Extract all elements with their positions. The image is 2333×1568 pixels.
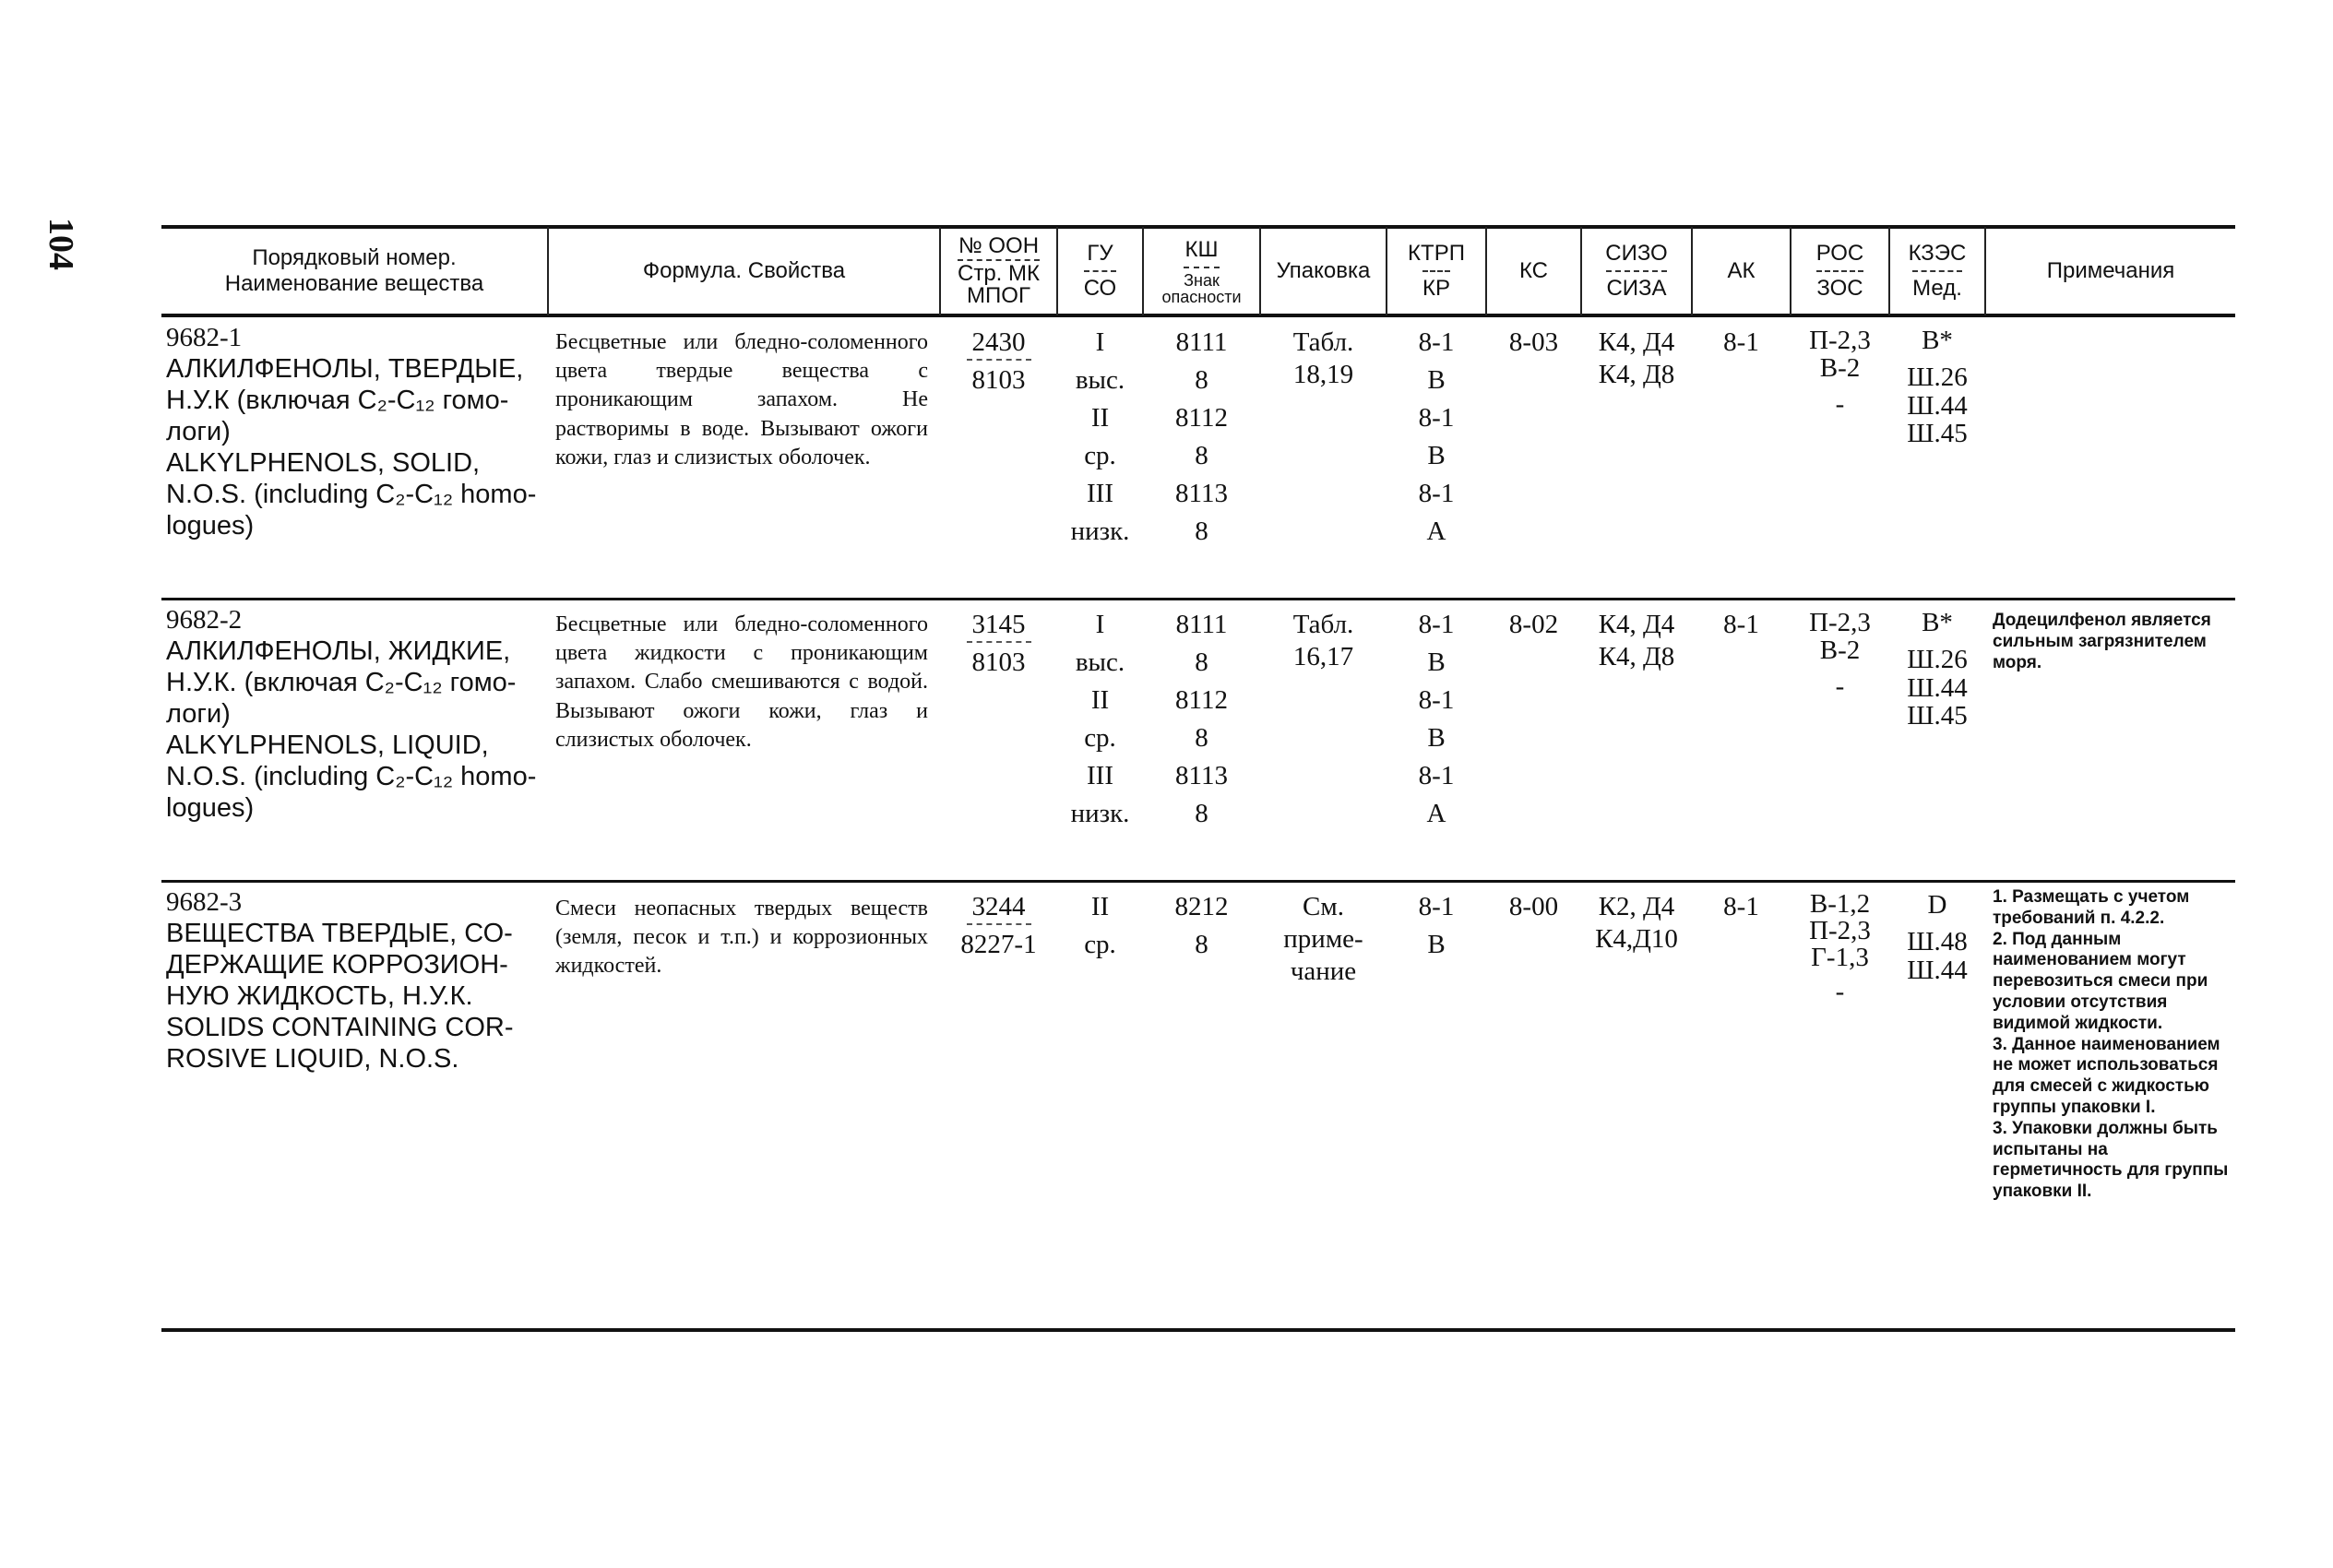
ros [1791, 327, 1888, 418]
name-ru-line: логи) [166, 698, 231, 729]
hazard-sign-value: 8 [1195, 441, 1208, 470]
kzes-value: В* [1922, 326, 1953, 355]
ks-value: 8-03 [1508, 327, 1559, 357]
name-ru-line: НУЮ ЖИДКОСТЬ, Н.У.К. [166, 980, 473, 1011]
kzes [1890, 891, 1984, 984]
ros [1791, 609, 1888, 700]
header-text: КШ [1184, 237, 1219, 263]
ktrp [1387, 891, 1485, 967]
ktrp-value: 8-1 [1418, 327, 1455, 357]
packing-group [1058, 327, 1142, 553]
ros-value: П-2,3 [1809, 326, 1871, 355]
packaging [1261, 609, 1386, 673]
sizo [1582, 891, 1691, 956]
hazard-sign-value: 8 [1195, 723, 1208, 753]
siza-value: К4, Д8 [1598, 641, 1675, 671]
med-value: Ш.48 [1907, 927, 1968, 957]
name-en-line: ROSIVE LIQUID, N.O.S. [166, 1043, 459, 1074]
kr-value: В [1427, 365, 1446, 395]
header-un [941, 229, 1056, 314]
med-value: Ш.26 [1907, 645, 1968, 675]
pack-line: чание [1290, 956, 1357, 986]
header-text: АК [1727, 258, 1756, 284]
name-ru-line: АЛКИЛФЕНОЛЫ, ЖИДКИЕ, [166, 636, 511, 666]
co-value: низк. [1070, 799, 1130, 828]
header-text: Мед. [1912, 270, 1962, 302]
co-value: выс. [1075, 647, 1125, 677]
name-en-line: SOLIDS CONTAINING COR- [166, 1012, 514, 1042]
ros-value: П-2,3 [1809, 608, 1871, 637]
siza-value: К4, Д8 [1598, 359, 1675, 389]
header-notes [1986, 229, 2235, 314]
hazard-sign-value: 8 [1195, 517, 1208, 546]
hazard-code [1144, 609, 1259, 836]
header-text: СИЗА [1606, 270, 1666, 302]
header-kzes [1890, 229, 1984, 314]
un-value: 2430 [967, 327, 1031, 361]
remarks [1993, 887, 2231, 1203]
siza-value: К4,Д10 [1595, 923, 1678, 954]
substance-description: Смеси неопасных твердых веществ (земля, песок и т.п.) и коррозионных жидкостей. [555, 897, 928, 979]
mpog-value: 8103 [971, 647, 1026, 677]
pack-line: 16,17 [1292, 641, 1354, 671]
ros-value: В-2 [1819, 353, 1861, 384]
name-ru-line: Н.У.К (включая С₂-С₁₂ гомо- [166, 385, 509, 415]
packaging [1261, 327, 1386, 391]
name-ru-line: Н.У.К. (включая С₂-С₁₂ гомо- [166, 667, 517, 697]
ktrp-value: 8-1 [1418, 685, 1455, 715]
ros-value: П-2,3 [1809, 916, 1871, 945]
sizo-value: К2, Д4 [1598, 892, 1675, 921]
un-number [941, 327, 1056, 402]
kr-value: В [1427, 930, 1446, 959]
ros-value: Г-1,3 [1811, 943, 1869, 972]
gu-value: III [1087, 761, 1113, 790]
ktrp-value: 8-1 [1418, 610, 1455, 639]
substance-name [166, 605, 544, 824]
mpog-value: 8227-1 [960, 930, 1037, 959]
row-separator [161, 880, 2235, 883]
header-text: Наименование вещества [224, 271, 484, 296]
ksh-value: 8113 [1175, 479, 1228, 508]
un-number [941, 609, 1056, 684]
header-text: КС [1518, 258, 1549, 284]
pack-line: Табл. [1292, 327, 1354, 357]
ksh-value: 8111 [1175, 610, 1228, 639]
gu-value: II [1090, 685, 1110, 715]
header-bottom-rule [161, 314, 2235, 317]
hazard-code [1144, 891, 1259, 967]
mpog-value: 8103 [971, 365, 1026, 395]
header-text: опасности [1161, 287, 1242, 306]
header-text: Стр. МК [958, 261, 1040, 286]
remarks [1993, 611, 2231, 673]
name-en-line: logues) [166, 792, 255, 823]
kr-value: В [1427, 723, 1446, 753]
ksh-value: 8111 [1175, 327, 1228, 357]
remark-text: 3. Упаковки должны быть испытаны на герметичность для группы упаковки II. [1993, 1118, 2229, 1202]
med-value: Ш.44 [1907, 955, 1968, 985]
substance-number: 9682-2 [166, 605, 243, 635]
ksh-value: 8212 [1174, 892, 1229, 921]
kr-value: В [1427, 441, 1446, 470]
page-number: 104 [42, 218, 80, 270]
med-value: Ш.26 [1907, 362, 1968, 393]
med-value: Ш.44 [1907, 672, 1968, 703]
header-ktrp [1387, 229, 1485, 314]
name-ru-line: АЛКИЛФЕНОЛЫ, ТВЕРДЫЕ, [166, 353, 524, 384]
kzes-value: D [1927, 890, 1947, 920]
pack-line: 18,19 [1292, 359, 1354, 389]
header-text: Порядковый номер. [252, 245, 457, 271]
hazard-sign-value: 8 [1195, 930, 1208, 959]
pack-line: Табл. [1292, 610, 1354, 639]
zos-value: - [1835, 671, 1845, 701]
remark-text: 3. Данное наименованием не может использоваться для смесей с жидкостью группы упаковки I. [1993, 1034, 2220, 1117]
substance-number: 9682-3 [166, 887, 243, 917]
zos-value: - [1835, 977, 1845, 1006]
pack-line: См. [1303, 892, 1344, 921]
kzes-value: В* [1922, 608, 1953, 637]
hazard-sign-value: 8 [1195, 365, 1208, 395]
packaging [1261, 891, 1386, 987]
header-text: МПОГ [967, 283, 1030, 308]
un-number [941, 891, 1056, 967]
remark-text: 2. Под данным наименованием могут перевозиться смеси при условии отсутствия видимой жидкости. [1993, 929, 2208, 1033]
name-ru-line: ДЕРЖАЩИЕ КОРРОЗИОН- [166, 949, 508, 980]
header-text: КТРП [1408, 241, 1465, 267]
med-value: Ш.44 [1907, 390, 1968, 421]
header-text: РОС [1815, 241, 1864, 267]
un-value: 3244 [967, 891, 1031, 925]
header-text: Знак [1184, 267, 1220, 289]
co-value: низк. [1070, 517, 1130, 546]
substance-name [166, 323, 544, 541]
kzes [1890, 327, 1984, 448]
ktrp-value: 8-1 [1418, 892, 1455, 921]
remark-text: Додецилфенол является сильным загрязнителем моря. [1993, 611, 2211, 672]
header-ak [1693, 229, 1790, 314]
ktrp-value: 8-1 [1418, 761, 1455, 790]
header-formula [549, 229, 939, 314]
remark-text: 1. Размещать с учетом требований п. 4.2.2. [1993, 887, 2190, 928]
ros-value: В-2 [1819, 636, 1861, 666]
un-value: 3145 [967, 609, 1031, 643]
ktrp-value: 8-1 [1418, 403, 1455, 433]
ktrp [1387, 327, 1485, 553]
sizo [1582, 327, 1691, 391]
gu-value: II [1090, 892, 1110, 921]
header-pack [1261, 229, 1386, 314]
hazard-code [1144, 327, 1259, 553]
header-text: СО [1084, 270, 1116, 302]
gu-value: II [1090, 403, 1110, 433]
header-text: ГУ [1087, 241, 1113, 267]
kr-value: А [1426, 799, 1446, 828]
substance-name [166, 887, 544, 1075]
kr-value: А [1426, 517, 1446, 546]
med-value: Ш.45 [1907, 419, 1968, 449]
header-text: СИЗО [1605, 241, 1668, 267]
packing-group [1058, 891, 1142, 967]
packing-group [1058, 609, 1142, 836]
header-gu [1058, 229, 1142, 314]
header-ros [1791, 229, 1888, 314]
ros-value: В-1,2 [1809, 889, 1871, 919]
co-value: ср. [1084, 723, 1116, 753]
ksh-value: 8112 [1175, 685, 1228, 715]
header-ksh [1144, 229, 1259, 314]
sizo-value: К4, Д4 [1598, 610, 1675, 639]
name-en-line: N.O.S. (including C₂-C₁₂ homo- [166, 761, 537, 791]
name-en-line: ALKYLPHENOLS, SOLID, [166, 447, 481, 478]
ksh-value: 8112 [1175, 403, 1228, 433]
ks-value: 8-02 [1508, 610, 1559, 639]
header-ks [1487, 229, 1580, 314]
co-value: выс. [1075, 365, 1125, 395]
name-en-line: ALKYLPHENOLS, LIQUID, [166, 730, 489, 760]
hazard-sign-value: 8 [1195, 799, 1208, 828]
ks-value: 8-00 [1508, 892, 1559, 921]
header-text: Формула. Свойства [642, 258, 846, 284]
zos-value: - [1835, 388, 1845, 419]
name-en-line: N.O.S. (including C₂-C₁₂ homo- [166, 479, 537, 509]
header-text: Упаковка [1276, 258, 1371, 284]
name-ru-line: логи) [166, 416, 231, 446]
substance-description: Бесцветные или бледно-соломенного цвета твердые вещества с проникающим запахом. Не растворимы в воде. Вызывают ожоги кожи, глаз и слизистых оболочек. [555, 330, 928, 469]
co-value: ср. [1084, 441, 1116, 470]
gu-value: III [1087, 479, 1113, 508]
pack-line: приме- [1283, 923, 1363, 954]
ak-value: 8-1 [1723, 327, 1759, 357]
row-separator [161, 598, 2235, 600]
ak-value: 8-1 [1723, 892, 1759, 921]
kr-value: В [1427, 647, 1446, 677]
name-ru-line: ВЕЩЕСТВА ТВЕРДЫЕ, СО- [166, 918, 513, 948]
sizo [1582, 609, 1691, 673]
med-value: Ш.45 [1907, 701, 1968, 731]
gu-value: I [1095, 610, 1105, 639]
header-text: № ООН [958, 233, 1040, 258]
ktrp-value: 8-1 [1418, 479, 1455, 508]
ak-value: 8-1 [1723, 610, 1759, 639]
header-name [161, 229, 547, 314]
table-bottom-rule [161, 1328, 2235, 1332]
ros [1791, 891, 1888, 1005]
kzes [1890, 609, 1984, 731]
name-en-line: logues) [166, 510, 255, 540]
gu-value: I [1095, 327, 1105, 357]
header-text: КЗЭС [1908, 241, 1967, 267]
sizo-value: К4, Д4 [1598, 327, 1675, 357]
ksh-value: 8113 [1175, 761, 1228, 790]
header-sizo [1582, 229, 1691, 314]
header-text: КР [1422, 270, 1450, 302]
substance-description: Бесцветные или бледно-соломенного цвета жидкости с проникающим запахом. Слабо смешиваются с водой. Вызывают ожоги кожи, глаз и слизистых оболочек. [555, 612, 928, 752]
header-text: ЗОС [1816, 270, 1863, 302]
substance-number: 9682-1 [166, 323, 243, 352]
ktrp [1387, 609, 1485, 836]
header-text: Примечания [2046, 258, 2175, 284]
hazard-sign-value: 8 [1195, 647, 1208, 677]
co-value: ср. [1084, 930, 1116, 959]
